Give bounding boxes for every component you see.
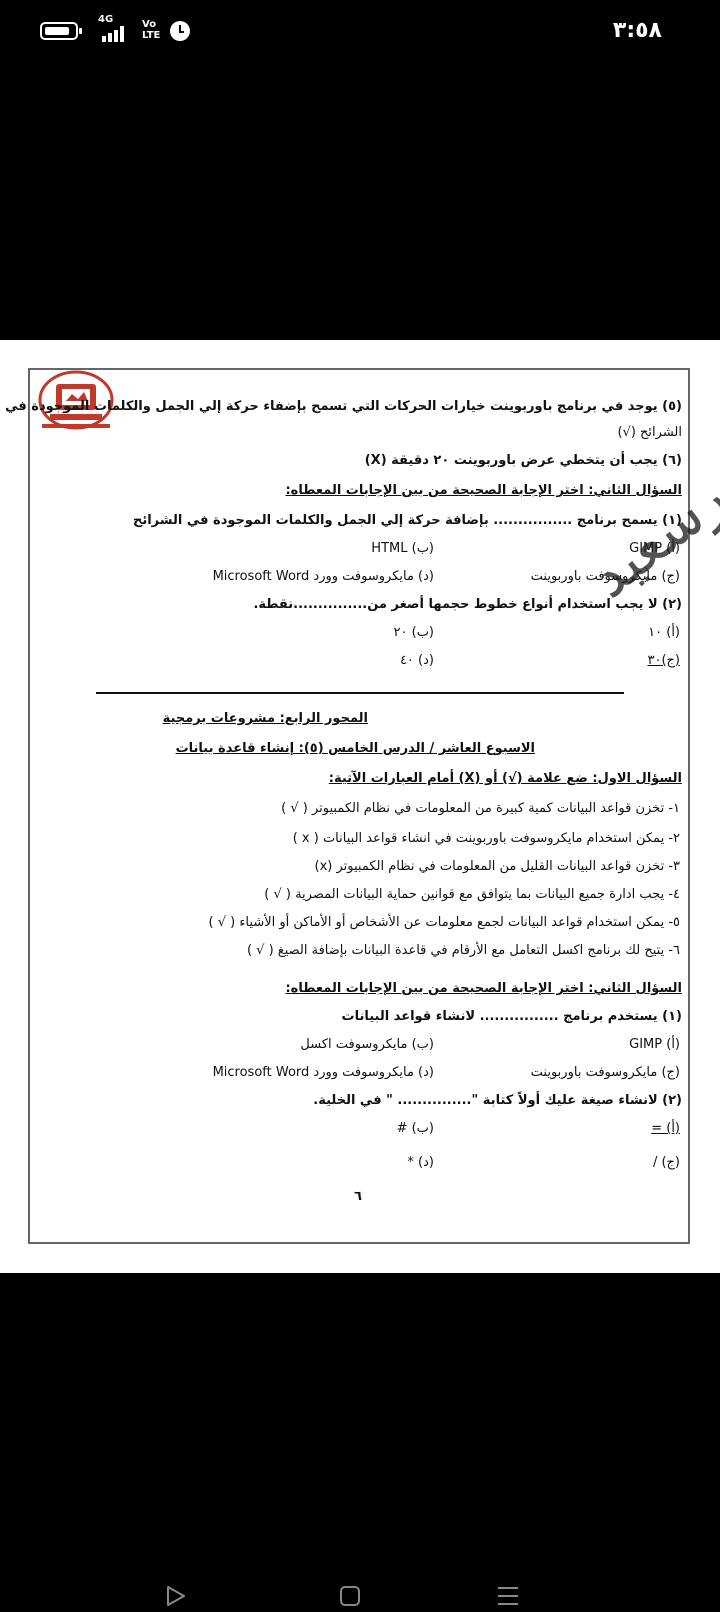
q5-line-2: الشرائح (√) [617, 425, 682, 440]
lesson-heading: الاسبوع العاشر / الدرس الخامس (٥): إنشاء قاعدة بيانات [175, 741, 535, 756]
tf-item: ٣- تخزن قواعد البيانات القليل من المعلومات في نظام الكمبيوتر (x) [314, 859, 680, 874]
back-icon[interactable] [164, 1584, 188, 1608]
mc4-option-a: (أ) = [651, 1121, 680, 1136]
section-divider [96, 692, 624, 694]
tf-item: ٢- يمكن استخدام مايكروسوفت باوربوينت في انشاء قواعد البيانات ( x ) [292, 831, 680, 846]
section1-heading: السؤال الاول: ضع علامة (√) أو (X) أمام العبارات الآتية: [328, 771, 682, 786]
page-number: ٦ [354, 1189, 362, 1204]
mc3-option-a: (أ) GIMP [629, 1037, 680, 1052]
mc1-option-b: (ب) HTML [371, 541, 434, 556]
tf-item: ٥- يمكن استخدام قواعد البيانات لجمع معلومات عن الأشخاص أو الأماكن أو الأشياء ( √ ) [208, 915, 680, 930]
mc1-option-a: (أ) GIMP [629, 541, 680, 556]
mc2-question: (٢) لا يجب استخدام أنواع خطوط حجمها أصغر من...............نقطة. [253, 597, 682, 612]
section2b-heading: السؤال الثاني: اختر الإجابة الصحيحة من بين الإجابات المعطاه: [285, 981, 682, 996]
q5-line-1: (٥) يوجد في برنامج باوربوينت خيارات الحركات التي تسمح بإضفاء حركة إلي الجمل والكلمات الموجودة في [5, 399, 682, 414]
status-bar [0, 0, 720, 64]
q6-statement: (٦) يجب أن يتخطي عرض باوربوينت ٢٠ دقيقة (X) [364, 453, 682, 468]
mc2-option-a: (أ) ١٠ [648, 625, 680, 640]
mc4-option-b: (ب) # [396, 1121, 434, 1136]
mc4-option-d: (د) * [407, 1155, 434, 1170]
mc3-option-c: (ج) مايكروسوفت باوربوينت [530, 1065, 680, 1080]
mc1-option-c: (ج) مايكروسوفت باوربوينت [530, 569, 680, 584]
mc4-option-c: (ج) / [652, 1155, 680, 1170]
mc3-option-b: (ب) مايكروسوفت اكسل [300, 1037, 434, 1052]
tf-item: ٦- يتيح لك برنامج اكسل التعامل مع الأرقام في قاعدة البيانات بإضافة الصيغ ( √ ) [246, 943, 680, 958]
mc2-option-b: (ب) ٢٠ [393, 625, 434, 640]
status-time: ٣:٥٨ [612, 18, 662, 43]
home-icon[interactable] [338, 1584, 362, 1608]
battery-icon [40, 22, 78, 40]
mc4-question: (٢) لانشاء صيغة عليك أولاً كتابة "............... " في الخلية. [313, 1093, 682, 1108]
alarm-icon [170, 21, 190, 41]
tf-item: ٤- يجب ادارة جميع البيانات بما يتوافق مع قوانين حماية البيانات المصرية ( √ ) [264, 887, 680, 902]
mc1-question: (١) يسمح برنامج ................ بإضافة حركة إلي الجمل والكلمات الموجودة في الشرائح [132, 513, 682, 528]
section2-heading: السؤال الثاني: اختر الإجابة الصحيحة من بين الإجابات المعطاه: [285, 483, 682, 498]
axis-heading: المحور الرابع: مشروعات برمجية [162, 711, 368, 726]
mc2-option-c: (ج)٣٠ [647, 653, 680, 668]
volte-icon: Vo LTE [142, 19, 161, 41]
menu-icon[interactable] [496, 1584, 520, 1608]
mc3-question: (١) يستخدم برنامج ................ لانشاء قواعد البيانات [341, 1009, 682, 1024]
mc2-option-d: (د) ٤٠ [399, 653, 434, 668]
network-type: 4G [98, 14, 114, 25]
tf-item: ١- تخزن قواعد البيانات كمية كبيرة من المعلومات في نظام الكمبيوتر ( √ ) [281, 801, 680, 816]
mc3-option-d: (د) مايكروسوفت وورد Microsoft Word [212, 1065, 434, 1080]
mc1-option-d: (د) مايكروسوفت وورد Microsoft Word [212, 569, 434, 584]
